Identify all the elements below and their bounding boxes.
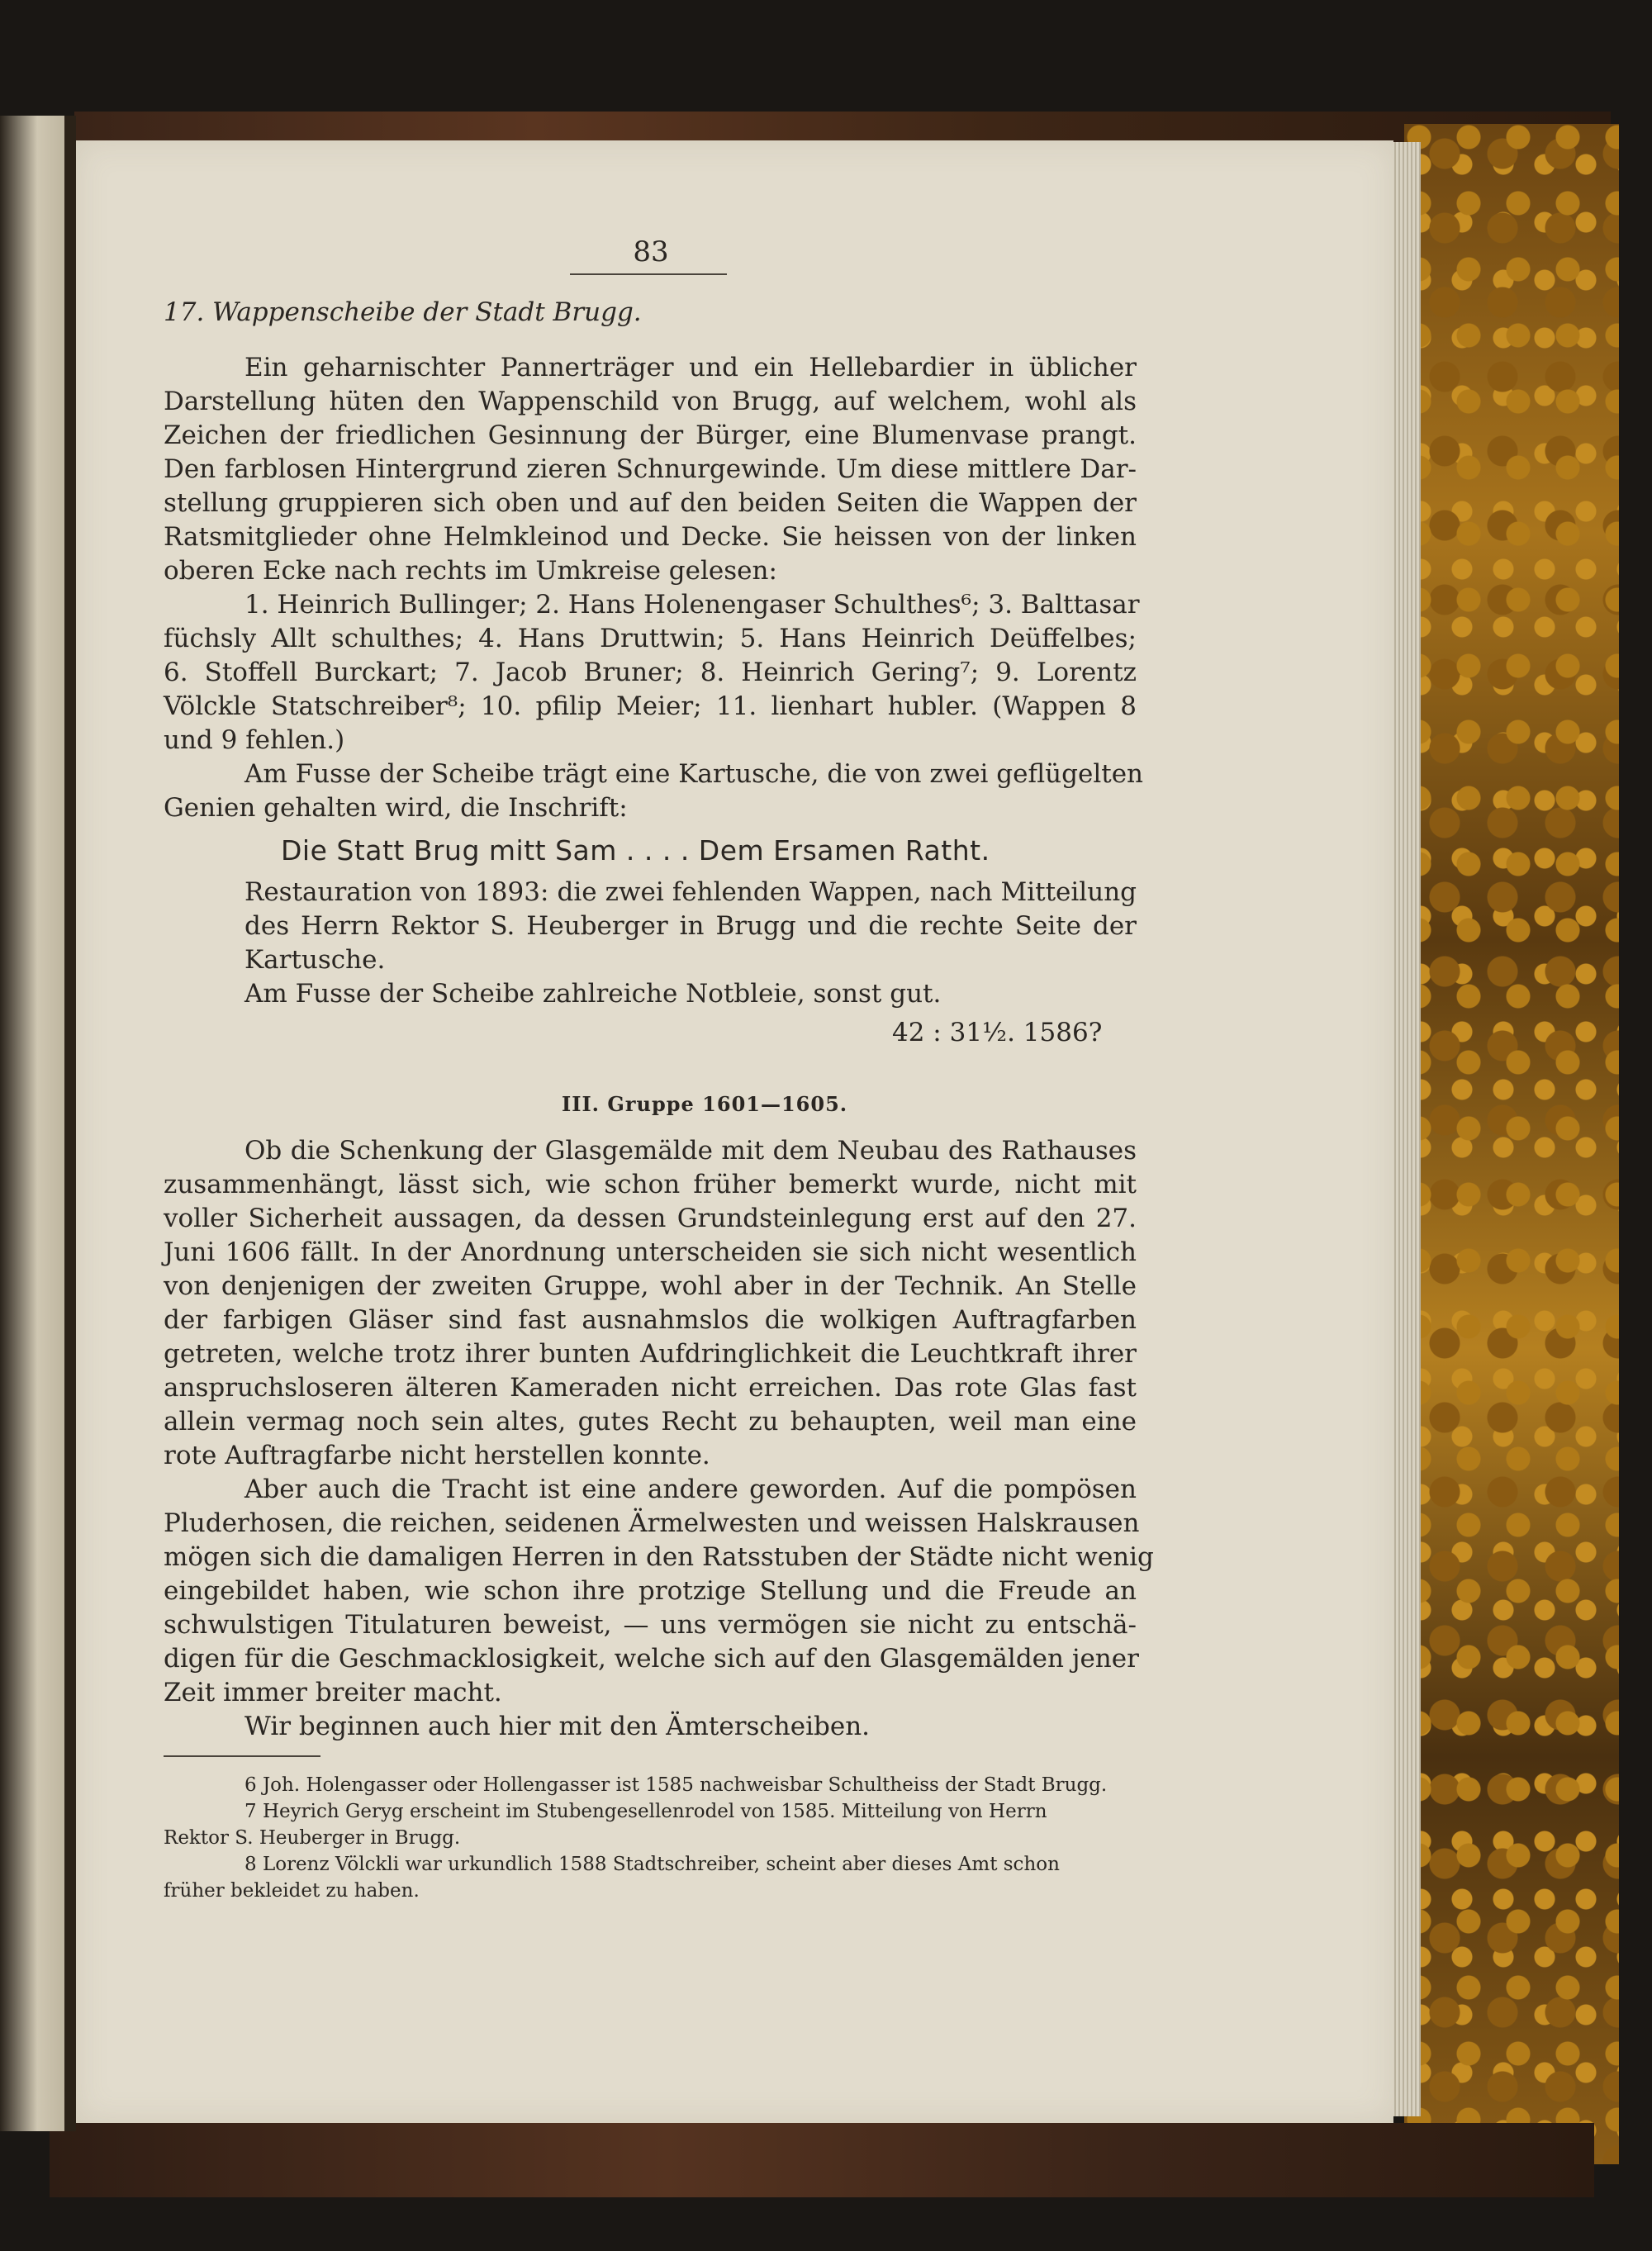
footnote-8-cont: früher bekleidet zu haben. bbox=[164, 1880, 420, 1902]
text-line: Zeichen der friedlichen Gesinnung der Bürger, eine Blumenvase prangt. bbox=[164, 420, 1137, 450]
text-line: Kartusche. bbox=[244, 945, 386, 975]
text-line: stellung gruppieren sich oben und auf den beiden Seiten die Wappen der bbox=[164, 488, 1137, 518]
text-line: des Herrn Rektor S. Heuberger in Brugg und die rechte Seite der bbox=[244, 911, 1137, 941]
text-line: der farbigen Gläser sind fast ausnahmslos die wolkigen Auftragfarben bbox=[164, 1305, 1137, 1335]
book-binding-top bbox=[74, 112, 1611, 145]
footnote-8: 8 Lorenz Völckli war urkundlich 1588 Stadtschreiber, scheint aber dieses Amt schon bbox=[244, 1854, 1060, 1875]
text-line: digen für die Geschmacklosigkeit, welche sich auf den Glasgemälden jener bbox=[164, 1644, 1139, 1674]
page-number: 83 bbox=[633, 235, 669, 268]
footnotes bbox=[164, 1772, 1138, 1904]
footnote-6: 6 Joh. Holengasser oder Hollengasser ist 1585 nachweisbar Schultheiss der Stadt Brugg. bbox=[244, 1774, 1108, 1796]
text-line: Völckle Statschreiber⁸; 10. pfilip Meier; 11. lienhart hubler. (Wappen 8 bbox=[164, 691, 1137, 721]
text-line: allein vermag noch sein altes, gutes Recht zu behaupten, weil man eine bbox=[164, 1407, 1137, 1437]
text-line: Darstellung hüten den Wappenschild von Brugg, auf welchem, wohl als bbox=[164, 387, 1137, 416]
gutter-shadow bbox=[64, 116, 76, 2131]
footnote-7-cont: Rektor S. Heuberger in Brugg. bbox=[164, 1827, 461, 1849]
text-line: 1. Heinrich Bullinger; 2. Hans Holenengaser Schulthes⁶; 3. Balttasar bbox=[244, 590, 1140, 620]
paragraph-group-intro bbox=[164, 1134, 1137, 1473]
text-line: Ein geharnischter Pannerträger und ein Hellebardier in üblicher bbox=[244, 353, 1137, 382]
text-line: Den farblosen Hintergrund zieren Schnurgewinde. Um diese mittlere Dar- bbox=[164, 454, 1137, 484]
text-line: Am Fusse der Scheibe trägt eine Kartusche, die von zwei geflügelten bbox=[244, 759, 1144, 789]
inscription-text: Die Statt Brug mitt Sam . . . . Dem Ersamen Ratht. bbox=[281, 834, 990, 867]
text-line: mögen sich die damaligen Herren in den Ratsstuben der Städte nicht wenig bbox=[164, 1542, 1154, 1572]
text-line: rote Auftragfarbe nicht herstellen konnte. bbox=[164, 1441, 710, 1470]
text-line: zusammenhängt, lässt sich, wie schon früher bemerkt wurde, nicht mit bbox=[164, 1170, 1137, 1199]
text-line: voller Sicherheit aussagen, da dessen Grundsteinlegung erst auf den 27. bbox=[164, 1204, 1137, 1233]
text-line: Restauration von 1893: die zwei fehlenden Wappen, nach Mitteilung bbox=[244, 877, 1137, 907]
paragraph-closing bbox=[164, 1710, 1137, 1744]
footnote-7: 7 Heyrich Geryg erscheint im Stubengesellenrodel von 1585. Mitteilung von Herrn bbox=[244, 1801, 1047, 1822]
page-number-rule bbox=[570, 273, 727, 275]
footnote-rule bbox=[164, 1755, 320, 1757]
paragraph-cartouche bbox=[164, 757, 1144, 825]
text-line: Pluderhosen, die reichen, seidenen Ärmelwesten und weissen Halskrausen bbox=[164, 1508, 1140, 1538]
text-line: schwulstigen Titulaturen beweist, — uns vermögen sie nicht zu entschä- bbox=[164, 1610, 1137, 1640]
paragraph-costume bbox=[164, 1473, 1154, 1710]
paragraph-condition bbox=[164, 977, 1137, 1011]
marbled-cover-edge bbox=[1404, 124, 1619, 2164]
text-line: Wir beginnen auch hier mit den Ämterscheiben. bbox=[244, 1712, 871, 1741]
text-line: Zeit immer breiter macht. bbox=[164, 1678, 502, 1707]
book-binding-bottom bbox=[50, 2123, 1594, 2197]
text-line: Ob die Schenkung der Glasgemälde mit dem Neubau des Rathauses bbox=[244, 1136, 1137, 1166]
text-line: oberen Ecke nach rechts im Umkreise gelesen: bbox=[164, 556, 777, 586]
text-line: Aber auch die Tracht ist eine andere geworden. Auf die pompösen bbox=[244, 1475, 1137, 1504]
text-line: und 9 fehlen.) bbox=[164, 725, 345, 755]
text-line: 6. Stoffell Burckart; 7. Jacob Bruner; 8. Heinrich Gering⁷; 9. Lorentz bbox=[164, 658, 1137, 687]
paragraph-restoration bbox=[164, 876, 1137, 977]
dimensions-date: 42 : 31½. 1586? bbox=[892, 1018, 1103, 1047]
paragraph-description bbox=[164, 351, 1137, 588]
text-line: Juni 1606 fällt. In der Anordnung unterscheiden sie sich nicht wesentlich bbox=[164, 1237, 1137, 1267]
text-line: Genien gehalten wird, die Inschrift: bbox=[164, 793, 628, 823]
left-page-edge bbox=[0, 116, 68, 2131]
text-line: füchsly Allt schulthes; 4. Hans Druttwin; 5. Hans Heinrich Deüffelbes; bbox=[164, 624, 1137, 653]
text-line: von denjenigen der zweiten Gruppe, wohl aber in der Technik. An Stelle bbox=[164, 1271, 1137, 1301]
section-title: III. Gruppe 1601—1605. bbox=[562, 1092, 848, 1116]
text-line: Am Fusse der Scheibe zahlreiche Notbleie, sonst gut. bbox=[244, 979, 942, 1009]
text-line: getreten, welche trotz ihrer bunten Aufdringlichkeit die Leuchtkraft ihrer bbox=[164, 1339, 1137, 1369]
paragraph-arms-list bbox=[164, 588, 1140, 757]
text-line: anspruchsloseren älteren Kameraden nicht erreichen. Das rote Glas fast bbox=[164, 1373, 1137, 1403]
entry-heading: 17. Wappenscheibe der Stadt Brugg. bbox=[164, 297, 642, 327]
text-line: eingebildet haben, wie schon ihre protzige Stellung und die Freude an bbox=[164, 1576, 1137, 1606]
text-line: Ratsmitglieder ohne Helmkleinod und Decke. Sie heissen von der linken bbox=[164, 522, 1137, 552]
